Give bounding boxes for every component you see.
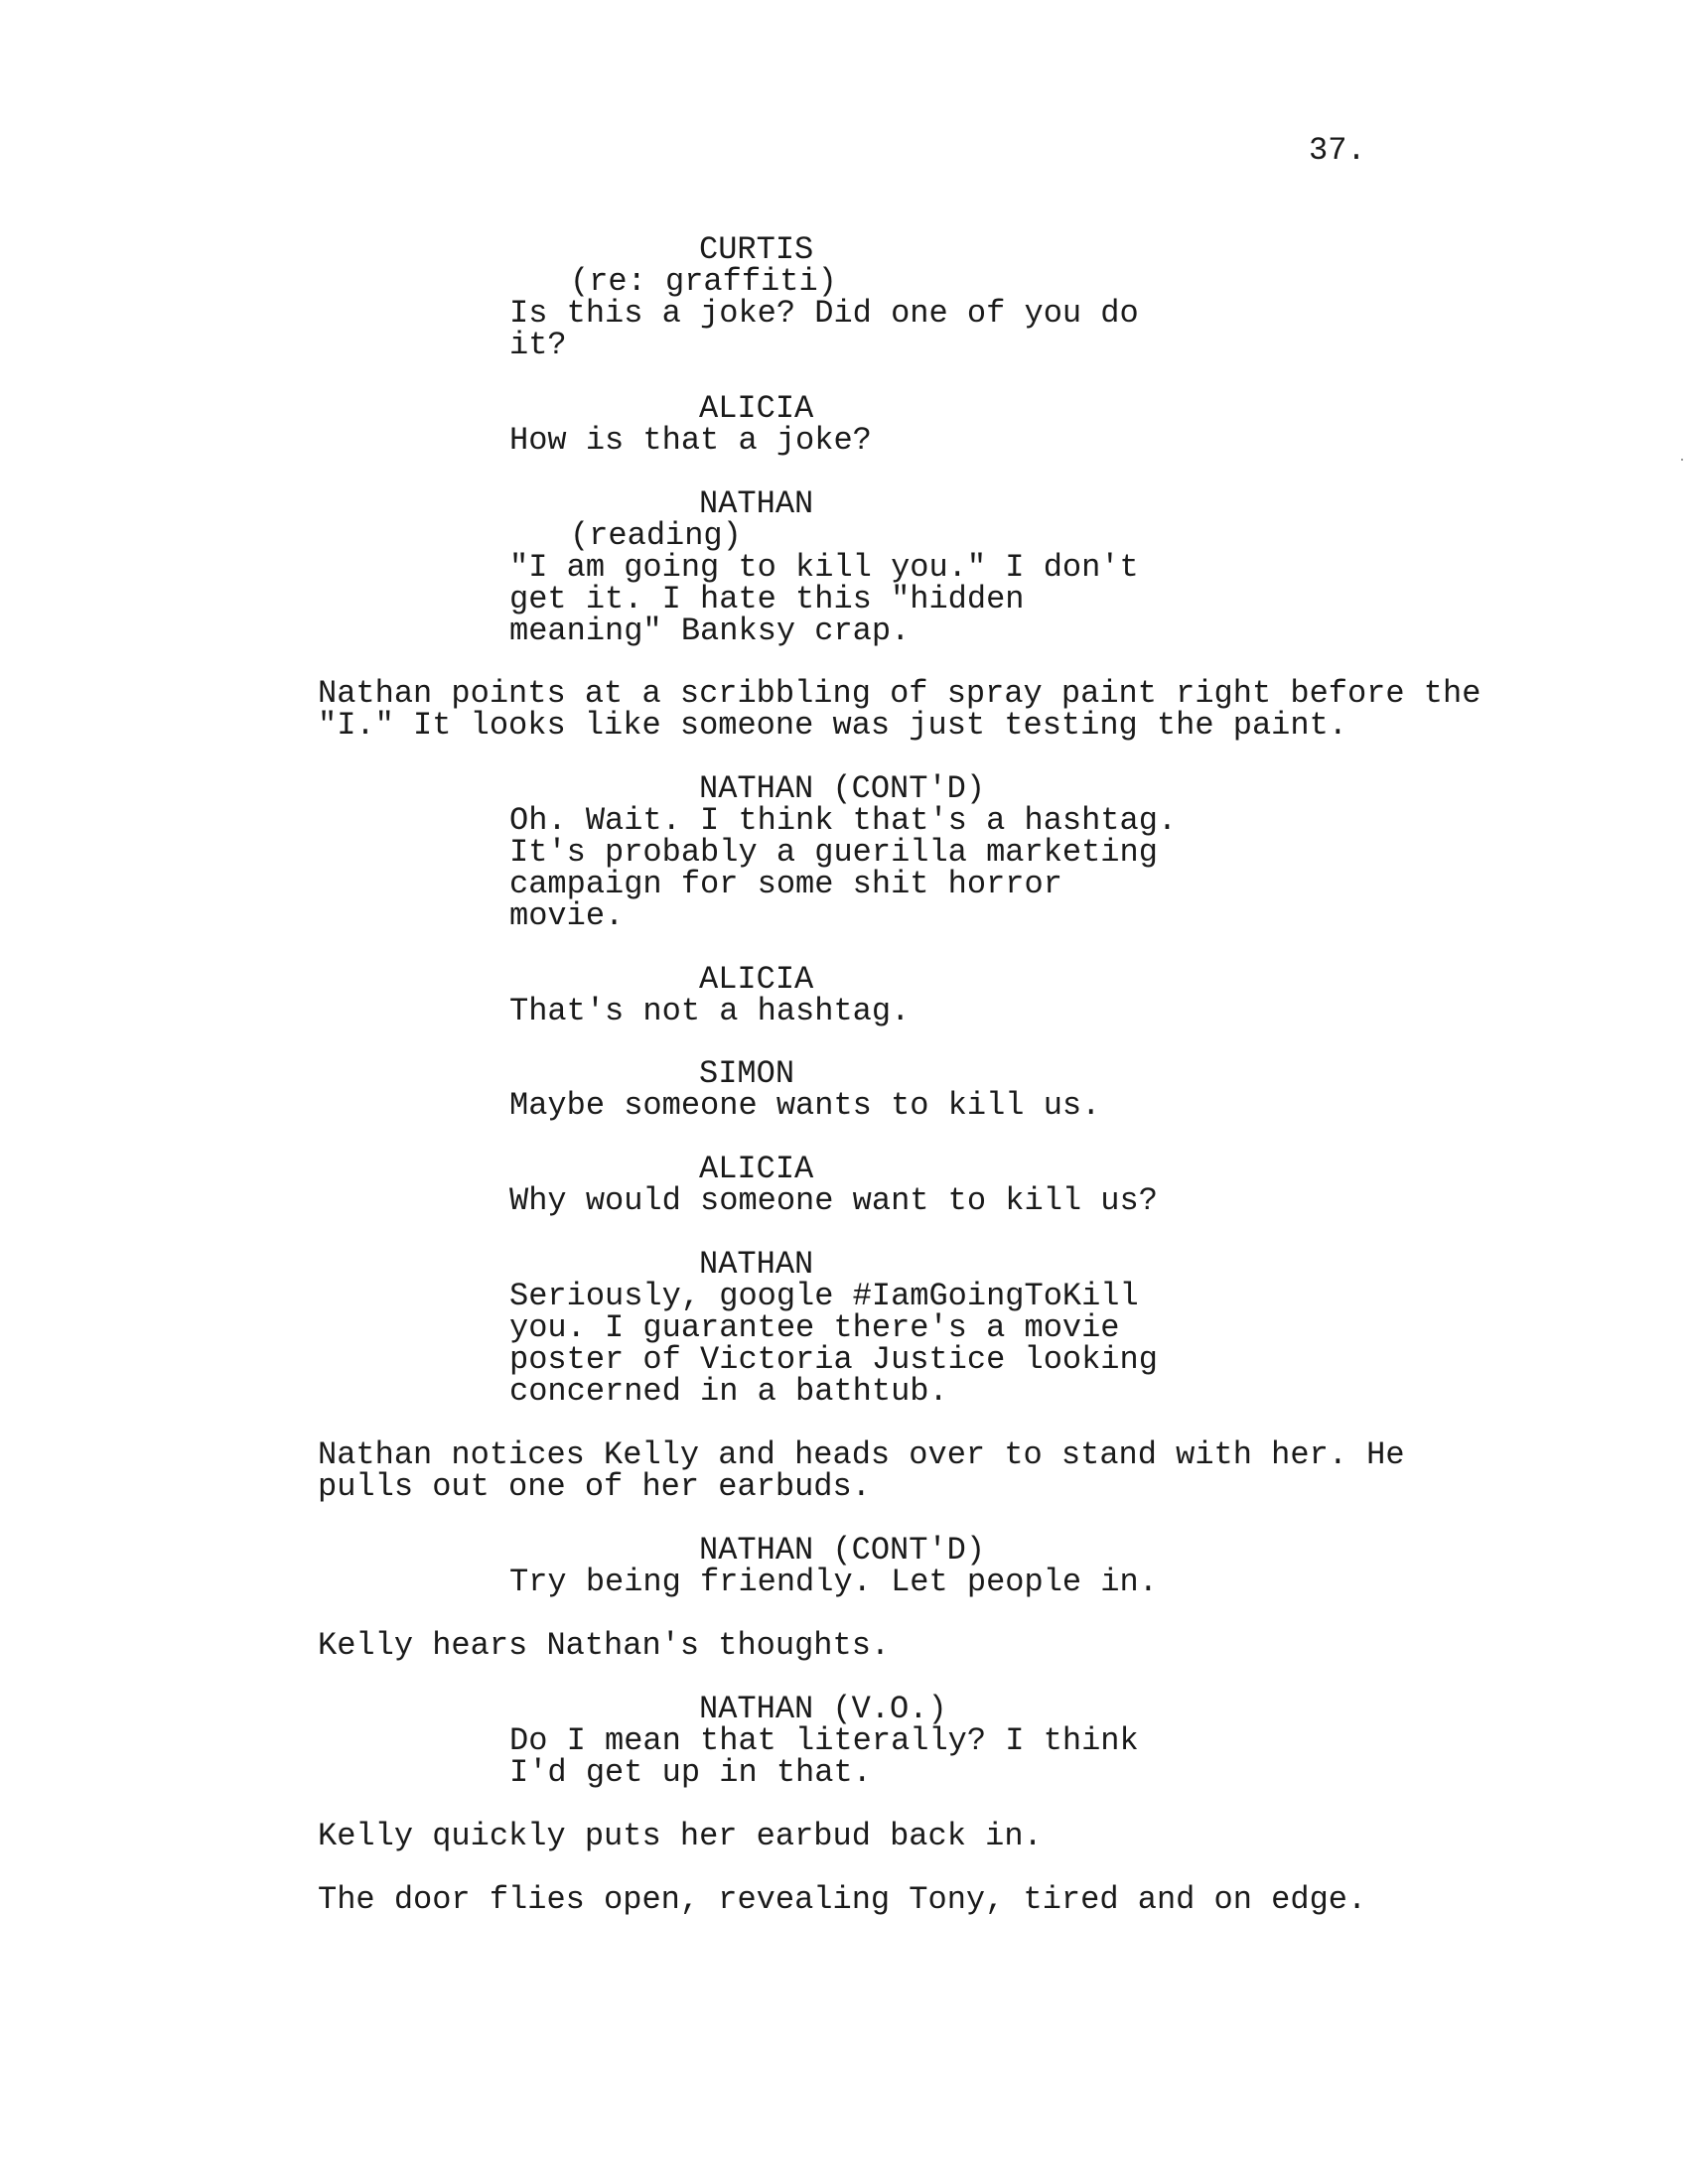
dialogue-line: "I am going to kill you." I don't <box>509 549 1139 586</box>
character-name: NATHAN <box>699 1246 814 1283</box>
dialogue-line: poster of Victoria Justice looking <box>509 1341 1158 1378</box>
action-line: Kelly hears Nathan's thoughts. <box>318 1627 891 1664</box>
dialogue-line: concerned in a bathtub. <box>509 1373 948 1410</box>
action-line: pulls out one of her earbuds. <box>318 1468 871 1505</box>
character-name: ALICIA <box>699 390 814 427</box>
dialogue-line: Maybe someone wants to kill us. <box>509 1087 1101 1124</box>
character-name: CURTIS <box>699 231 814 268</box>
action-line: "I." It looks like someone was just testing the paint. <box>318 707 1347 744</box>
dialogue-line: Oh. Wait. I think that's a hashtag. <box>509 802 1178 839</box>
dialogue-line: Is this a joke? Did one of you do <box>509 295 1139 332</box>
dialogue-line: you. I guarantee there's a movie <box>509 1309 1120 1346</box>
dialogue-line: Do I mean that literally? I think <box>509 1722 1139 1759</box>
parenthetical: (re: graffiti) <box>570 263 837 300</box>
dialogue-line: movie. <box>509 897 625 934</box>
dialogue-line: get it. I hate this "hidden <box>509 581 1025 617</box>
character-name: NATHAN (V.O.) <box>699 1691 947 1727</box>
character-name: SIMON <box>699 1055 795 1092</box>
character-name: ALICIA <box>699 961 814 998</box>
dialogue-line: Seriously, google #IamGoingToKill <box>509 1278 1139 1314</box>
dialogue-line: How is that a joke? <box>509 422 872 459</box>
action-line: The door flies open, revealing Tony, tired and on edge. <box>318 1881 1367 1918</box>
action-line: Nathan notices Kelly and heads over to stand with her. He <box>318 1436 1405 1473</box>
character-name: NATHAN (CONT'D) <box>699 770 986 807</box>
character-name: NATHAN <box>699 485 814 522</box>
parenthetical: (reading) <box>570 517 742 554</box>
action-line: Kelly quickly puts her earbud back in. <box>318 1818 1043 1854</box>
dialogue-line: Try being friendly. Let people in. <box>509 1564 1158 1600</box>
character-name: ALICIA <box>699 1151 814 1187</box>
dialogue-line: it? <box>509 327 567 363</box>
dialogue-line: meaning" Banksy crap. <box>509 613 911 649</box>
scan-speck <box>1681 459 1683 461</box>
dialogue-line: Why would someone want to kill us? <box>509 1182 1158 1219</box>
action-line: Nathan points at a scribbling of spray paint right before the <box>318 675 1481 712</box>
page-number: 37. <box>1309 132 1366 169</box>
dialogue-line: I'd get up in that. <box>509 1754 872 1791</box>
dialogue-line: It's probably a guerilla marketing <box>509 834 1158 871</box>
character-name: NATHAN (CONT'D) <box>699 1532 986 1569</box>
dialogue-line: That's not a hashtag. <box>509 993 911 1029</box>
dialogue-line: campaign for some shit horror <box>509 866 1062 902</box>
